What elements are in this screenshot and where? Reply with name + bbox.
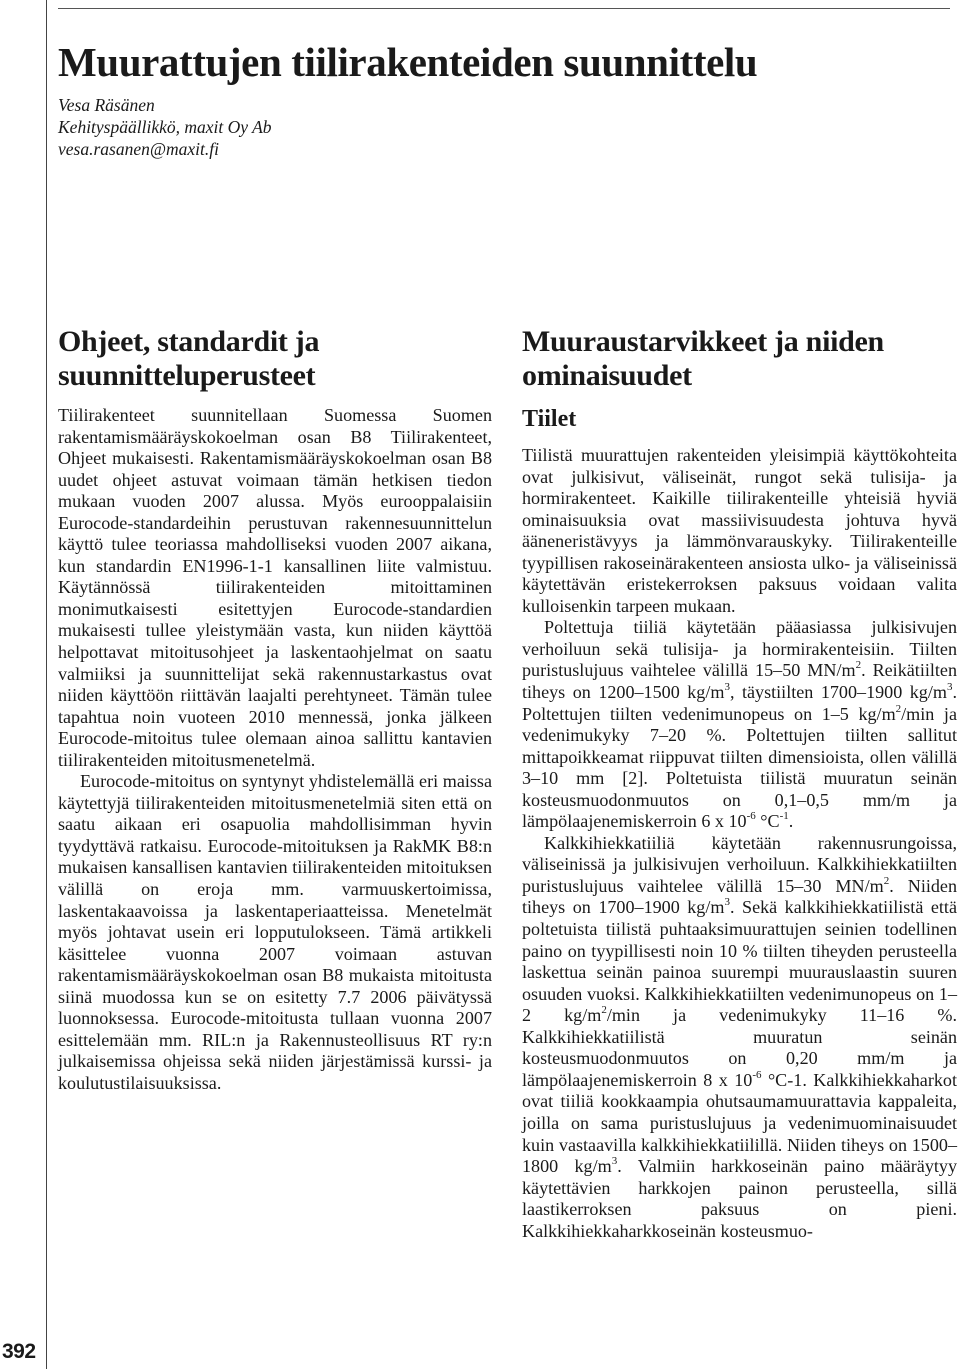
paragraph bbox=[522, 833, 957, 1242]
superscript: 2 bbox=[883, 874, 890, 887]
paragraph: Eurocode-mitoitus on syntynyt yhdistelemällä eri maissa käytettyjä tiilirakenteiden mitoitusmenetelmiä siten että on saatu aikaan eri osapuolia mahdollisimman hyvin tyydyttävä ratkaisu. Eurocode-mitoituksen ja RakMK B8:n mukaisen kansallisen kantavien tiilirakenteiden mitoituksen välillä on eroja mm. varmuuskertoimissa, laskentakaavoissa ja laskentaperiaatteissa. Menetelmät myös johtavat usein eri lopputulokseen. Tämä artikkeli käsittelee vuonna 2007 voimaan astuvan rakentamismääräyskokoelman osan B8 mukaista mitoitusta siinä muodossa kun se on esitetty 7.7 2006 päivätyssä luonnoksessa. Eurocode-mitoitusta tullaan vuonna 2007 esittelemään mm. RIL:n ja Rakennusteollisuus RT ry:n julkaisemissa ohjeissa sekä niiden järjestämissä kurssi- ja koulutustilaisuuksissa. bbox=[58, 771, 492, 1093]
right-column bbox=[522, 325, 957, 1242]
superscript: 2 bbox=[601, 1004, 607, 1017]
subsection-heading-bricks: Tiilet bbox=[522, 406, 577, 432]
superscript: 3 bbox=[946, 680, 953, 693]
paragraph: Tiilirakenteet suunnitellaan Suomessa Suomen rakentamismääräyskokoelman osan B8 Tiilirakenteet, Ohjeet mukaisesti. Rakentamismääräyskokoelman osan B8 uudet ohjeet astuvat voimaan tämän hetkisen tiedon mukaan vuoden 2007 alussa. Myös eurooppalaisiin Eurocode-standardeihin perustuvan rakennesuunnittelun käyttö tulee teoriassa mahdolliseksi vuoden 2007 aikana, kun standardin EN1996-1-1 kansallinen liite valmistuu. Käytännössä tiilirakenteiden mitoittaminen monimutkaisesti esitettyjen Eurocode-standardien mukaisesti tullee yleistymään vasta, kun niiden käyttöä helpottavat mitoitusohjeet ja laskentaohjelmat on saatu valmiiksi ja suunnittelijat sekä rakennustarkastus ovat niiden käyttöön riittävän laajalti perehtyneet. Tämän tulee tapahtua noin vuoteen 2010 mennessä, jonka jälkeen Eurocode-mitoitus tulee olemaan ainoa sallittu kantavien tiilirakenteiden mitoitusmenetelmä. bbox=[58, 405, 492, 770]
author-name: Vesa Räsänen bbox=[58, 95, 155, 115]
text-run: . Sekä kalkkihiekkatiilistä että poltetuista tiilistä puhtaaksimuurattujen seinien todellinen paino on tyypillisesti noin 10 % tiilten tiheyden perusteella laskettua seinän painoa suurempi muurauslaastin suuren osuuden vuoksi. Kalkkihiekkatiilten vedenimunopeus on 1–2 kg/m bbox=[522, 897, 957, 1026]
superscript: 2 bbox=[895, 702, 902, 715]
section-heading-guidelines: Ohjeet, standardit ja suunnitteluperusteet bbox=[58, 325, 320, 392]
article-title: Muurattujen tiilirakenteiden suunnittelu bbox=[58, 39, 758, 85]
text-run: , täystiilten 1700–1900 kg/m bbox=[729, 682, 947, 703]
superscript: 3 bbox=[611, 1155, 618, 1168]
superscript: 3 bbox=[724, 896, 730, 909]
text-run: Poltettuja tiiliä käytetään pääasiassa julkisivujen verhoiluun sekä tulisija- ja hormirakenteisiin. Tiilten puristuslujuus vaihtelee välillä 15–50 MN/m bbox=[522, 617, 957, 681]
author-email[interactable]: vesa.rasanen@maxit.fi bbox=[58, 139, 219, 159]
text-run: /min ja vedenimukyky 7–20 %. Poltettujen tiilten sallitut mittapoikkeamat riippuvat tiilten dimensioista, ollen välillä 3–10 mm [2]. Poltetuista tiilistä muuratun seinän kosteusmuodonmuutos on 0,1–0,5 mm/m ja lämpölaajenemiskerroin 6 x 10 bbox=[522, 703, 957, 832]
text-run: Kalkkihiekkatiiliä käytetään rakennusrungoissa, väliseinissä ja julkisivujen verhoiluun. Kalkkihiekkatiilten puristuslujuus vaihtelee välillä 15–30 MN/m bbox=[522, 832, 957, 896]
author-block bbox=[58, 94, 272, 160]
superscript: 2 bbox=[855, 659, 862, 672]
text-run: °C bbox=[755, 811, 780, 832]
text-run: . Reikätiilten tiheys on 1200–1500 kg/m bbox=[522, 660, 958, 703]
paragraph bbox=[522, 617, 957, 832]
superscript: -6 bbox=[752, 1068, 762, 1081]
superscript: -6 bbox=[746, 810, 756, 823]
margin-bar bbox=[0, 0, 47, 1369]
text-run: . Niiden tiheys on 1700–1900 kg/m bbox=[522, 875, 958, 918]
superscript: 3 bbox=[724, 680, 730, 693]
text-run: . Poltettujen tiilten vedenimunopeus on 1–5 kg/m bbox=[522, 682, 957, 724]
text-run: . bbox=[788, 811, 794, 832]
text-run: /min ja vedenimukyky 11–16 %. Kalkkihiekkatiilistä muuratun seinän kosteusmuodonmuutos on 0,20 mm/m ja lämpölaajenemiskerroin 8 x 10 bbox=[522, 1005, 957, 1090]
page-number: 392 bbox=[2, 1340, 36, 1363]
text-run: . Valmiin harkkoseinän paino määräytyy käytettävien harkkojen painon perusteella, sillä laastikerroksen paksuus on pieni. Kalkkihiekkaharkkoseinän kosteusmuo- bbox=[522, 1156, 957, 1241]
text-run: °C-1. Kalkkihiekkaharkot ovat tiiliä kookkaampia ohutsaumamuurattavia kappaleita, joilla on sama puristuslujuus ja vedenimuominaisuudet kuin vastaavilla kalkkihiekkatiilillä. Niiden tiheys on 1500–1800 kg/m bbox=[522, 1069, 957, 1177]
superscript: -1 bbox=[779, 810, 789, 823]
author-role: Kehityspäällikkö, maxit Oy Ab bbox=[58, 117, 272, 137]
section-heading-materials: Muuraustarvikkeet ja niiden ominaisuudet bbox=[522, 325, 884, 392]
left-column bbox=[58, 325, 492, 1095]
paragraph: Tiilistä muurattujen rakenteiden yleisimpiä käyttökohteita ovat julkisivut, väliseinät, rungot sekä tulisija- ja hormirakenteet. Kaikille tiilirakenteille yhteisiä hyviä ominaisuuksia ovat massiivisuudesta johtuva hyvä ääneneristävyys ja lämmönvarauskyky. Tiilirakenteille tyypillisen rakoseinärakenteen ansiosta ulko- ja väliseinissä käytettävän eristekerroksen paksuus voidaan valita kulloisenkin tarpeen mukaan. bbox=[522, 445, 957, 616]
top-rule bbox=[58, 8, 950, 9]
